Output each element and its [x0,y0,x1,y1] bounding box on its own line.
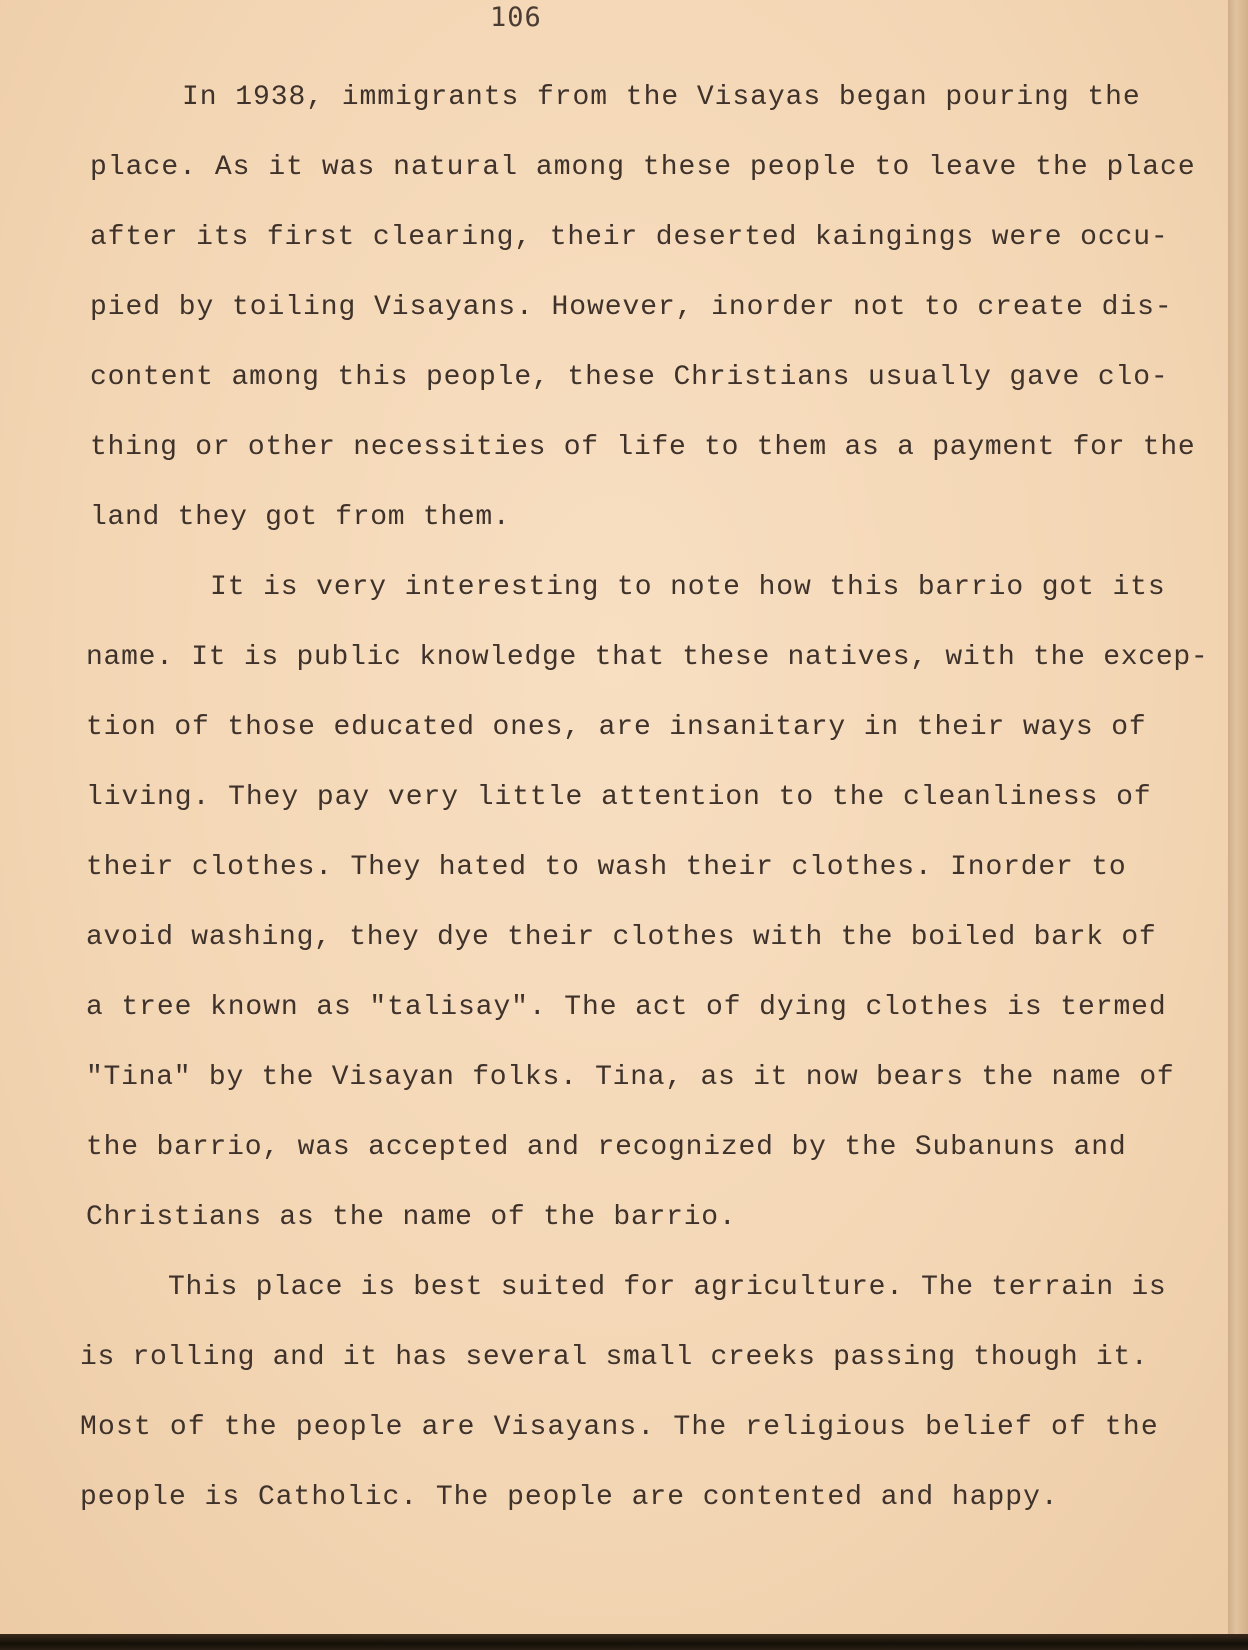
page-right-edge [1228,0,1248,1650]
paragraph-line: their clothes. They hated to wash their clothes. Inorder to [86,852,1127,883]
paragraph-line: people is Catholic. The people are contented and happy. [80,1482,1059,1513]
paragraph-line: pied by toiling Visayans. However, inorder not to create dis- [90,292,1173,323]
paragraph-line: after its first clearing, their deserted kaingings were occu- [90,222,1169,253]
paragraph-line: a tree known as "talisay". The act of dying clothes is termed [86,992,1167,1023]
page-bottom-edge [0,1634,1248,1650]
paragraph-line: place. As it was natural among these people to leave the place [90,152,1196,183]
paragraph-line: It is very interesting to note how this barrio got its [210,572,1166,603]
paragraph-line: content among this people, these Christians usually gave clo- [90,362,1169,393]
paragraph-line: name. It is public knowledge that these natives, with the excep- [86,642,1209,673]
paragraph-line: the barrio, was accepted and recognized by the Subanuns and [86,1132,1127,1163]
paragraph-line: In 1938, immigrants from the Visayas began pouring the [182,82,1141,113]
paragraph-line: is rolling and it has several small creeks passing though it. [80,1342,1149,1373]
paragraph-line: thing or other necessities of life to them as a payment for the [90,432,1196,463]
paragraph-line: "Tina" by the Visayan folks. Tina, as it now bears the name of [86,1062,1175,1093]
paragraph-line: avoid washing, they dye their clothes with the boiled bark of [86,922,1157,953]
paragraph-line: land they got from them. [90,502,511,533]
paragraph-line: Christians as the name of the barrio. [86,1202,737,1233]
page-number: 106 [490,2,542,33]
paragraph-line: tion of those educated ones, are insanitary in their ways of [86,712,1147,743]
paragraph-line: Most of the people are Visayans. The religious belief of the [80,1412,1159,1443]
paragraph-line: living. They pay very little attention to the cleanliness of [86,782,1152,813]
paragraph-line: This place is best suited for agriculture. The terrain is [168,1272,1167,1303]
